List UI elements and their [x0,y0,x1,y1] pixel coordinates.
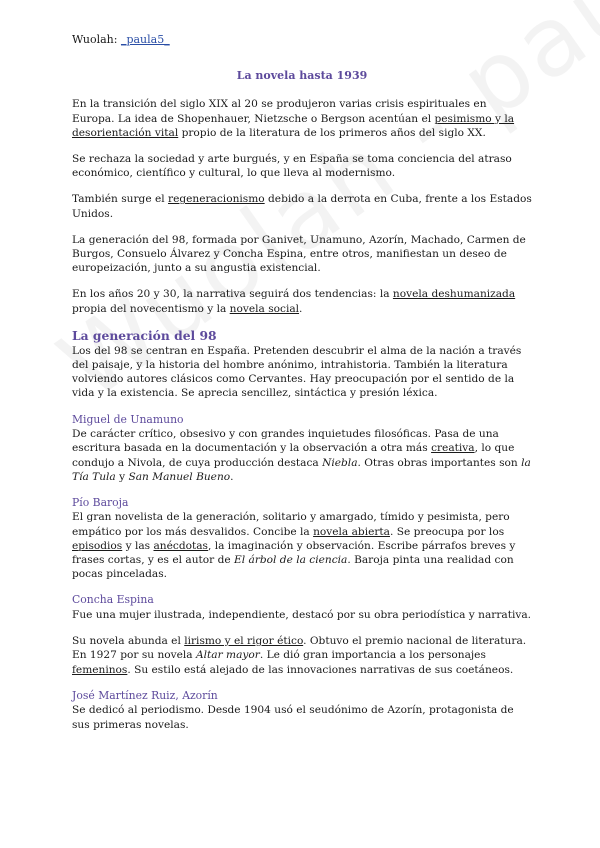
header-prefix: Wuolah: [72,33,118,46]
intro-paragraph-4: La generación del 98, formada por Ganivet, Unamuno, Azorín, Machado, Carmen de Burgos, Consuelo Álvarez y Concha Espina, entre otros, manifiestan un deseo de europeización, junto a su angustia existencial. [72,233,526,275]
intro-paragraph-3: También surge el regeneracionismo debido a la derrota en Cuba, frente a los Estados Unidos. [72,193,532,220]
espina-paragraph-1: Fue una mujer ilustrada, independiente, destacó por su obra periodística y narrativa. [72,608,532,621]
section-heading-espina: Concha Espina [72,593,154,607]
intro-paragraph-5: En los años 20 y 30, la narrativa seguirá dos tendencias: la novela deshumanizada propia del novecentismo y la novela social. [72,288,516,315]
page-title: La novela hasta 1939 [236,69,368,83]
intro-paragraph-1: En la transición del siglo XIX al 20 se produjeron varias crisis espirituales en Europa. La idea de Shopenhauer, Nietzsche o Bergson acentúan el pesimismo y la desorientación vital propio de la literatura de los primeros años del siglo XX. [72,98,515,139]
header [72,33,532,47]
section-heading-gen98: La generación del 98 [72,327,217,343]
espina-paragraph-2: Su novela abunda el lirismo y el rigor ético. Obtuvo el premio nacional de literatura. En 1927 por su novela Altar mayor. Le dió gran importancia a los personajes femeninos. Su estilo está alejado de las innovaciones narrativas de sus coetáneos. [72,635,527,676]
document-page [72,33,532,744]
unamuno-paragraph: De carácter crítico, obsesivo y con grandes inquietudes filosóficas. Pasa de una escritura basada en la documentación y la observación a otra más creativa, lo que condujo a Nivola, de cuya producción destaca Niebla. Otras obras importantes son la Tía Tula y San Manuel Bueno. [72,428,531,483]
gen98-paragraph: Los del 98 se centran en España. Pretenden descubrir el alma de la nación a través del paisaje, y la historia del hombre anónimo, intrahistoria. También la literatura volviendo autores clásicos como Cervantes. Hay preocupación por el sentido de la vida y la existencia. Se aprecia sencillez, sintáctica y presión léxica. [72,344,522,400]
intro-paragraph-2: Se rechaza la sociedad y arte burgués, y en España se toma conciencia del atraso económico, científico y cultural, lo que lleva al modernismo. [72,153,512,180]
header-user-link[interactable]: _paula5_ [120,33,170,46]
azorin-paragraph: Se dedicó al periodismo. Desde 1904 usó el seudónimo de Azorín, protagonista de sus primeras novelas. [72,704,514,731]
section-heading-azorin: José Martínez Ruiz, Azorín [72,688,218,702]
section-heading-baroja: Pío Baroja [72,495,129,509]
section-heading-unamuno: Miguel de Unamuno [72,412,184,426]
baroja-paragraph: El gran novelista de la generación, solitario y amargado, tímido y pesimista, pero empático por los más desvalidos. Concibe la novela abierta. Se preocupa por los episodios y las anécdotas, la imaginación y observación. Escribe párrafos breves y frases cortas, y es el autor de El árbol de la ciencia. Baroja pinta una realidad con pocas pinceladas. [72,511,516,581]
